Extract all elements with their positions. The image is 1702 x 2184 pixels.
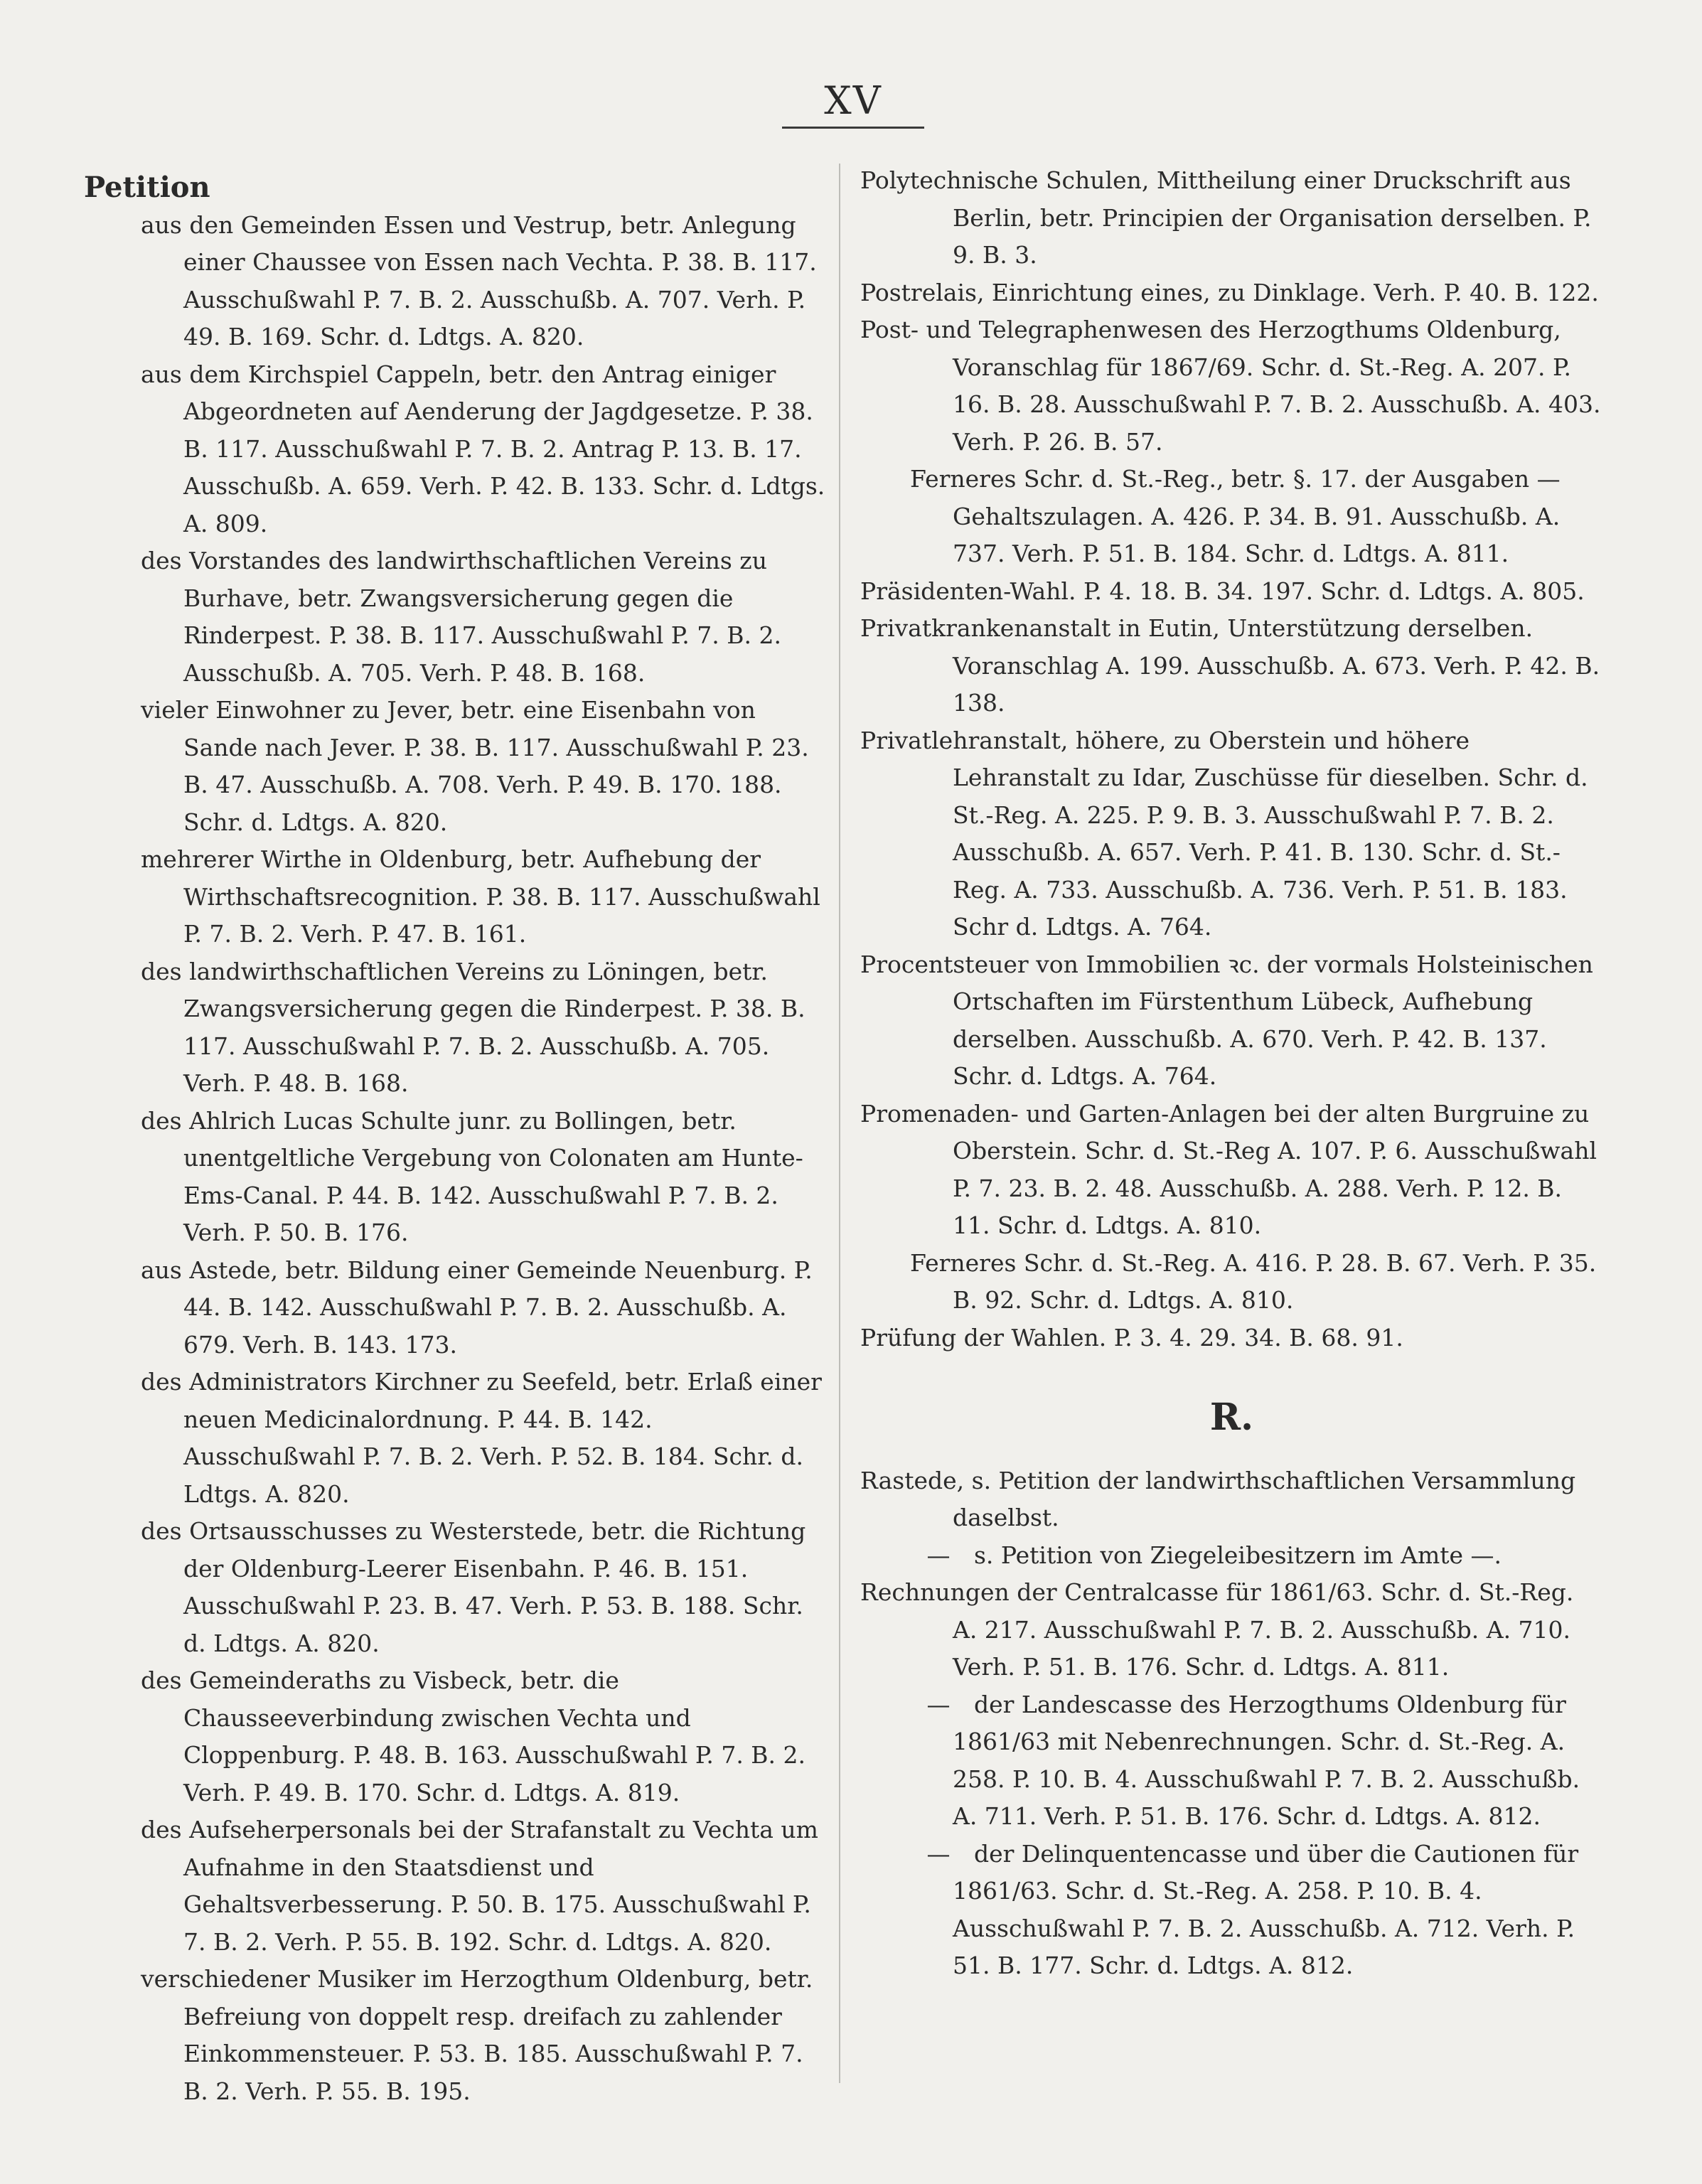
- index-entry: [860, 1836, 1603, 1985]
- index-entry: [860, 1686, 1603, 1836]
- entry-text: Präsidenten-Wahl. P. 4. 18. B. 34. 197. Schr. d. Ldtgs. A. 805.: [860, 577, 1585, 605]
- index-entry: aus Astede, betr. Bildung einer Gemeinde Neuenburg. P. 44. B. 142. Ausschußwahl P. 7. B. 2. Ausschußb. A. 679. Verh. B. 143. 173.: [141, 1256, 813, 1359]
- entry-text: Procentsteuer von Immobilien ꝛc. der vormals Holsteinischen Ortschaften im Fürstenthum Lübeck, Aufhebung derselben. Ausschußb. A. 670. Verh. P. 42. B. 137. Schr. d. Ldtgs. A. 764.: [860, 950, 1593, 1090]
- column-divider: [839, 164, 840, 2083]
- index-entry: [860, 461, 1603, 573]
- left-column: [84, 162, 830, 2110]
- index-entry: [860, 1462, 1603, 1537]
- ditto-dash: —: [926, 1690, 951, 1718]
- entry-text: der Delinquentencasse und über die Cautionen für 1861/63. Schr. d. St.-Reg. A. 258. P. 10. B. 4. Ausschußwahl P. 7. B. 2. Ausschußb. A. 712. Verh. P. 51. B. 177. Schr. d. Ldtgs. A. 812.: [953, 1839, 1579, 1979]
- entry-text: Ferneres Schr. d. St.-Reg. A. 416. P. 28. B. 67. Verh. P. 35. B. 92. Schr. d. Ldtgs. A. 810.: [910, 1248, 1597, 1314]
- index-entry: [860, 1096, 1603, 1245]
- index-entry: des Gemeinderaths zu Visbeck, betr. die Chausseeverbindung zwischen Vechta und Cloppenburg. P. 48. B. 163. Ausschußwahl P. 7. B. 2. Verh. P. 49. B. 170. Schr. d. Ldtgs. A. 819.: [141, 1666, 806, 1806]
- entry-text: Polytechnische Schulen, Mittheilung einer Druckschrift aus Berlin, betr. Principien der Organisation derselben. P. 9. B. 3.: [860, 166, 1592, 269]
- index-entry: verschiedener Musiker im Herzogthum Oldenburg, betr. Befreiung von doppelt resp. dreifach zu zahlender Einkommensteuer. P. 53. B. 185. Ausschußwahl P. 7. B. 2. Verh. P. 55. B. 195.: [141, 1965, 813, 2105]
- index-entry: mehrerer Wirthe in Oldenburg, betr. Aufhebung der Wirthschaftsrecognition. P. 38. B. 117. Ausschußwahl P. 7. B. 2. Verh. P. 47. B. 161.: [141, 845, 820, 948]
- index-entry: aus den Gemeinden Essen und Vestrup, betr. Anlegung einer Chaussee von Essen nach Vechta. P. 38. B. 117. Ausschußwahl P. 7. B. 2. Ausschußb. A. 707. Verh. P. 49. B. 169. Schr. d. Ldtgs. A. 820.: [141, 210, 817, 350]
- p-entries: [860, 162, 1603, 1356]
- entry-text: Prüfung der Wahlen. P. 3. 4. 29. 34. B. 68. 91.: [860, 1323, 1403, 1351]
- index-entry: vieler Einwohner zu Jever, betr. eine Eisenbahn von Sande nach Jever. P. 38. B. 117. Ausschußwahl P. 23. B. 47. Ausschußb. A. 708. Verh. P. 49. B. 170. 188. Schr. d. Ldtgs. A. 820.: [141, 696, 809, 836]
- index-entry: des Ortsausschusses zu Westerstede, betr. die Richtung der Oldenburg-Leerer Eisenbahn. P. 46. B. 151. Ausschußwahl P. 23. B. 47. Verh. P. 53. B. 188. Schr. d. Ldtgs. A. 820.: [141, 1517, 806, 1657]
- section-heading-petition: Petition: [84, 171, 210, 204]
- entry-text: Ferneres Schr. d. St.-Reg., betr. §. 17. der Ausgaben — Gehaltszulagen. A. 426. P. 34. B. 91. Ausschußb. A. 737. Verh. P. 51. B. 184. Schr. d. Ldtgs. A. 811.: [910, 465, 1561, 567]
- index-entry: [860, 722, 1603, 946]
- entry-text: Promenaden- und Garten-Anlagen bei der alten Burgruine zu Oberstein. Schr. d. St.-Reg A. 107. P. 6. Ausschußwahl P. 7. 23. B. 2. 48. Ausschußb. A. 288. Verh. P. 12. B. 11. Schr. d. Ldtgs. A. 810.: [860, 1099, 1597, 1239]
- header-rule: [782, 127, 924, 129]
- index-entry: des Administrators Kirchner zu Seefeld, betr. Erlaß einer neuen Medicinalordnung. P. 44. B. 142. Ausschußwahl P. 7. B. 2. Verh. P. 52. B. 184. Schr. d. Ldtgs. A. 820.: [141, 1368, 822, 1508]
- index-entry: [860, 573, 1603, 611]
- entry-text: Postrelais, Einrichtung eines, zu Dinklage. Verh. P. 40. B. 122.: [860, 278, 1599, 306]
- index-entry: [860, 610, 1603, 722]
- r-entries: [860, 1462, 1603, 1985]
- index-entry: des landwirthschaftlichen Vereins zu Löningen, betr. Zwangsversicherung gegen die Rinderpest. P. 38. B. 117. Ausschußwahl P. 7. B. 2. Ausschußb. A. 705. Verh. P. 48. B. 168.: [141, 957, 805, 1097]
- index-entry: [860, 1245, 1603, 1320]
- index-entry: [860, 946, 1603, 1096]
- entry-text: Rechnungen der Centralcasse für 1861/63. Schr. d. St.-Reg. A. 217. Ausschußwahl P. 7. B. 2. Ausschußb. A. 710. Verh. P. 51. B. 176. Schr. d. Ldtgs. A. 811.: [860, 1578, 1574, 1681]
- right-column: [860, 162, 1603, 1985]
- index-entry: [860, 162, 1603, 274]
- index-entry: [860, 1537, 1603, 1575]
- entry-text: Privatkrankenanstalt in Eutin, Unterstützung derselben. Voranschlag A. 199. Ausschußb. A. 673. Verh. P. 42. B. 138.: [860, 614, 1600, 717]
- index-entry: des Vorstandes des landwirthschaftlichen Vereins zu Burhave, betr. Zwangsversicherung gegen die Rinderpest. P. 38. B. 117. Ausschußwahl P. 7. B. 2. Ausschußb. A. 705. Verh. P. 48. B. 168.: [141, 547, 781, 687]
- entry-text: Privatlehranstalt, höhere, zu Oberstein und höhere Lehranstalt zu Idar, Zuschüsse für dieselben. Schr. d. St.-Reg. A. 225. P. 9. B. 3. Ausschußwahl P. 7. B. 2. Ausschußb. A. 657. Verh. P. 41. B. 130. Schr. d. St.-Reg. A. 733. Ausschußb. A. 736. Verh. P. 51. B. 183. Schr d. Ldtgs. A. 764.: [860, 726, 1588, 941]
- entry-text: s. Petition von Ziegeleibesitzern im Amte —.: [974, 1541, 1502, 1569]
- ditto-dash: —: [926, 1541, 951, 1569]
- page-number: XV: [824, 78, 882, 123]
- entry-text: Post- und Telegraphenwesen des Herzogthums Oldenburg, Voranschlag für 1867/69. Schr. d. St.-Reg. A. 207. P. 16. B. 28. Ausschußwahl P. 7. B. 2. Ausschußb. A. 403. Verh. P. 26. B. 57.: [860, 316, 1601, 456]
- entry-text: der Landescasse des Herzogthums Oldenburg für 1861/63 mit Nebenrechnungen. Schr. d. St.-Reg. A. 258. P. 10. B. 4. Ausschußwahl P. 7. B. 2. Ausschußb. A. 711. Verh. P. 51. B. 176. Schr. d. Ldtgs. A. 812.: [953, 1690, 1580, 1830]
- entry-text: Rastede, s. Petition der landwirthschaftlichen Versammlung daselbst.: [860, 1466, 1576, 1531]
- index-entry: des Aufseherpersonals bei der Strafanstalt zu Vechta um Aufnahme in den Staatsdienst und Gehaltsverbesserung. P. 50. B. 175. Ausschußwahl P. 7. B. 2. Verh. P. 55. B. 192. Schr. d. Ldtgs. A. 820.: [141, 1816, 818, 1956]
- index-entry: [860, 1574, 1603, 1686]
- index-entry: [860, 274, 1603, 312]
- petition-entries: [84, 207, 830, 2111]
- index-entry: [860, 1320, 1603, 1357]
- ditto-dash: —: [926, 1839, 951, 1868]
- index-entry: [860, 311, 1603, 461]
- index-entry: aus dem Kirchspiel Cappeln, betr. den Antrag einiger Abgeordneten auf Aenderung der Jagdgesetze. P. 38. B. 117. Ausschußwahl P. 7. B. 2. Antrag P. 13. B. 17. Ausschußb. A. 659. Verh. P. 42. B. 133. Schr. d. Ldtgs. A. 809.: [141, 360, 825, 537]
- section-letter-r: R.: [1209, 1396, 1254, 1439]
- index-entry: des Ahlrich Lucas Schulte junr. zu Bollingen, betr. unentgeltliche Vergebung von Colonaten am Hunte-Ems-Canal. P. 44. B. 142. Ausschußwahl P. 7. B. 2. Verh. P. 50. B. 176.: [141, 1106, 803, 1246]
